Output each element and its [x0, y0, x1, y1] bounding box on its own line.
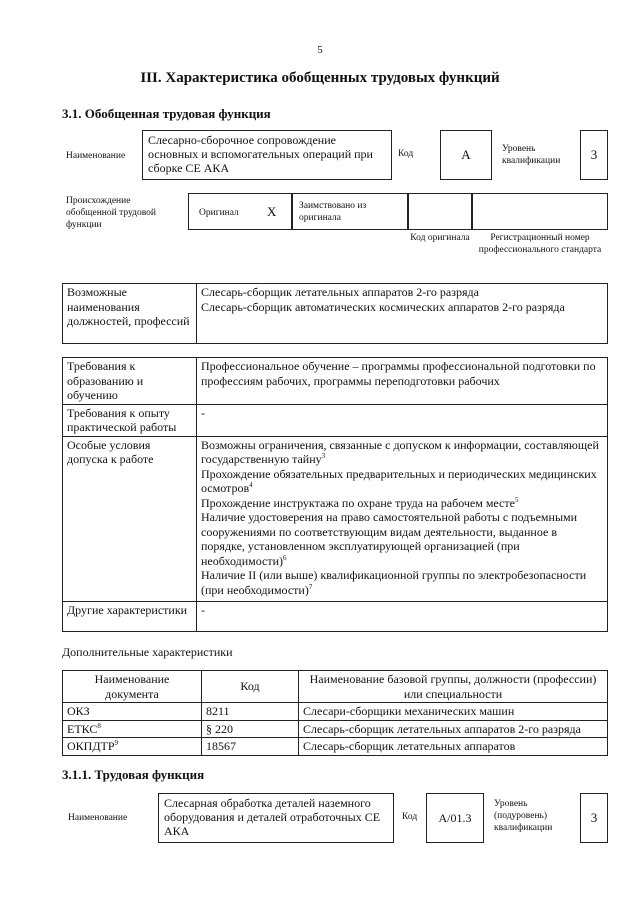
special-item: Наличие удостоверения на право самостоятельной работы с подъемными сооружениями по соответствующим видам деятельности, выданное в порядке, установленном эксплуатирующей организацией (при необходимости)$^6$: [201, 510, 578, 568]
row-code: 8211: [202, 703, 299, 721]
position-item: Слесарь-сборщик автоматических космических аппаратов 2-го разряда: [201, 299, 565, 314]
gf-orig-code-box: [408, 193, 472, 230]
tf-level-value: 3: [590, 810, 598, 825]
special-item: Прохождение инструктажа по охране труда на рабочем месте$^5$: [201, 495, 519, 510]
tf-code-label: Код: [402, 812, 418, 822]
gf-original-mark: Х: [267, 204, 277, 219]
gf-reg-num-caption: Регистрационный номер профессионального стандарта: [478, 233, 602, 255]
row-name: Слесарь-сборщик летательных аппаратов 2-го разряда: [299, 720, 608, 738]
gf-heading: 3.1. Обобщенная трудовая функция: [62, 106, 271, 121]
gf-borrowed-box: [292, 193, 408, 230]
row-doc: ЕТКС$^8$: [63, 720, 202, 738]
tf-name-box: [158, 793, 394, 843]
gf-origin-label: Происхождение обобщенной трудовой функции: [66, 196, 156, 230]
special-label: Особые условия допуска к работе: [63, 436, 197, 601]
col-code-header: Код: [202, 671, 299, 703]
gf-orig-code-caption: Код оригинала: [410, 233, 470, 243]
page-number: 5: [317, 44, 323, 56]
table-row: [63, 703, 608, 721]
row-name: Слесари-сборщики механических машин: [299, 703, 608, 721]
exp-value: -: [197, 404, 608, 436]
gf-level-label: Уровень квалификации: [502, 144, 561, 166]
edu-value: Профессиональное обучение – программы профессиональной подготовки по профессиям рабочих, программы переподготовки рабочих: [197, 358, 608, 405]
gf-name-value: Слесарно-сборочное сопровождение основных и вспомогательных операций при сборке СЕ АКА: [148, 133, 373, 175]
row-doc: ОКЗ: [63, 703, 202, 721]
gf-code-label: Код: [398, 149, 414, 159]
special-item: Возможны ограничения, связанные с допуском к информации, составляющей государственную тайну$^3$: [201, 437, 599, 466]
gf-original-box: [188, 193, 292, 230]
tf-level-label: Уровень (подуровень) квалификации: [494, 799, 553, 833]
gf-level-value: 3: [590, 147, 598, 162]
gf-original-label: Оригинал: [199, 208, 239, 218]
gf-reg-num-box: [472, 193, 608, 230]
col-doc-header: Наименование документа: [63, 671, 202, 703]
section-title: III. Характеристика обобщенных трудовых функций: [140, 70, 500, 86]
tf-name-label: Наименование: [68, 813, 128, 823]
positions-table: [62, 283, 608, 344]
other-label: Другие характеристики: [63, 601, 197, 631]
row-name: Слесарь-сборщик летательных аппаратов: [299, 738, 608, 756]
position-item: Слесарь-сборщик летательных аппаратов 2-го разряда: [201, 285, 479, 299]
gf-level-box: [580, 130, 608, 180]
row-code: § 220: [202, 720, 299, 738]
gf-borrowed-label: Заимствовано из оригинала: [299, 201, 367, 223]
positions-label: Возможные наименования должностей, профессий: [63, 284, 197, 344]
special-item: Прохождение обязательных предварительных и периодических медицинских осмотров$^4$: [201, 466, 597, 495]
tf-name-value: Слесарная обработка деталей наземного оборудования и деталей отработочных СЕ АКА: [164, 796, 381, 838]
additional-title: Дополнительные характеристики: [62, 645, 233, 659]
gf-name-label: Наименование: [66, 151, 126, 161]
special-value: [197, 436, 608, 601]
table-row: [63, 720, 608, 738]
additional-table: [62, 670, 608, 756]
tf-code-box: [426, 793, 484, 843]
row-code: 18567: [202, 738, 299, 756]
table-row: [63, 738, 608, 756]
tf-level-box: [580, 793, 608, 843]
gf-name-box: [142, 130, 392, 180]
edu-label: Требования к образованию и обучению: [63, 358, 197, 405]
exp-label: Требования к опыту практической работы: [63, 404, 197, 436]
requirements-table: [62, 357, 608, 632]
tf-code-value: А/01.3: [438, 811, 472, 825]
gf-code-box: [440, 130, 492, 180]
additional-header-row: [63, 671, 608, 703]
col-name-header: Наименование базовой группы, должности (профессии) или специальности: [299, 671, 608, 703]
positions-value: [197, 284, 608, 344]
tf-heading: 3.1.1. Трудовая функция: [62, 767, 205, 782]
gf-code-value: А: [461, 147, 471, 162]
special-item: Наличие II (или выше) квалификационной группы по электробезопасности (при необходимости)$^7$: [201, 568, 587, 597]
other-value: -: [197, 601, 608, 631]
row-doc: ОКПДТР$^9$: [63, 738, 202, 756]
